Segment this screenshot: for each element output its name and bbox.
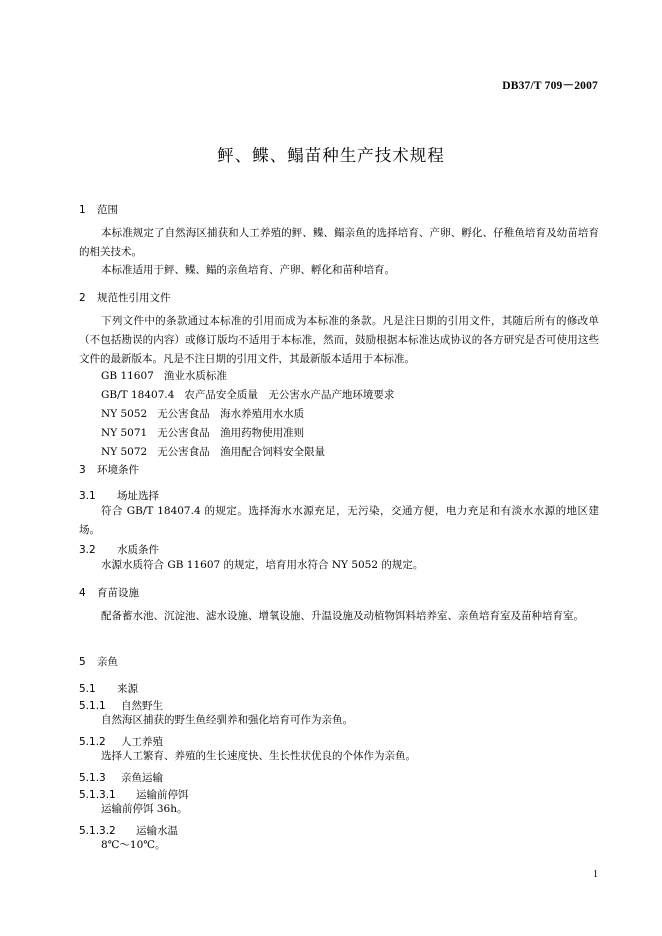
reference-name: 无公害食品 渔用药物使用准则 xyxy=(157,427,305,439)
section-title: 环境条件 xyxy=(97,464,139,476)
section-title: 育苗设施 xyxy=(97,587,139,599)
subsection-title: 运输前停饵 xyxy=(136,789,189,801)
reference-code: NY 5052 xyxy=(101,408,148,420)
section-title: 范围 xyxy=(97,204,118,216)
subsection-number: 5.1.3.1 xyxy=(79,789,116,801)
reference-code: GB/T 18407.4 xyxy=(101,389,175,401)
subsection-title: 自然野生 xyxy=(121,700,163,712)
reference-item xyxy=(79,386,599,405)
reference-code: NY 5071 xyxy=(101,427,148,439)
subsection-title: 人工养殖 xyxy=(121,736,163,748)
reference-list xyxy=(79,367,599,462)
reference-item xyxy=(79,443,599,462)
reference-name: 渔业水质标准 xyxy=(163,370,227,382)
subsection-title: 来源 xyxy=(117,683,138,695)
section-number: 1 xyxy=(79,204,86,216)
subsection-5-1-3-2-text: 8℃～10℃。 xyxy=(101,839,166,851)
reference-name: 无公害食品 渔用配合饲料安全限量 xyxy=(157,446,326,458)
page-number: 1 xyxy=(593,869,598,880)
section-title: 规范性引用文件 xyxy=(97,292,171,304)
reference-code: GB 11607 xyxy=(101,370,154,382)
subsection-number: 5.1.3 xyxy=(79,772,106,784)
subsection-3-1-heading xyxy=(79,488,599,503)
section-4-paragraph: 配备蓄水池、沉淀池、滤水设施、增氧设施、升温设施及动植物饵料培养室、亲鱼培育室及苗种培育室。 xyxy=(101,610,584,622)
document-code: DB37/T 709－2007 xyxy=(502,80,598,92)
section-number: 2 xyxy=(79,292,86,304)
subsection-5-1-3-heading xyxy=(79,770,599,785)
section-number: 4 xyxy=(79,587,86,599)
section-2-heading xyxy=(79,290,599,305)
subsection-title: 水质条件 xyxy=(117,544,159,556)
reference-name: 无公害食品 海水养殖用水水质 xyxy=(157,408,305,420)
subsection-5-1-2-text: 选择人工繁育、养殖的生长速度快、生长性状优良的个体作为亲鱼。 xyxy=(101,750,416,762)
section-1-heading xyxy=(79,202,599,217)
subsection-number: 5.1 xyxy=(79,683,96,695)
section-3-heading xyxy=(79,462,599,477)
subsection-number: 5.1.2 xyxy=(79,736,106,748)
reference-code: NY 5072 xyxy=(101,446,148,458)
reference-item xyxy=(79,424,599,443)
reference-item xyxy=(79,367,599,386)
subsection-number: 3.1 xyxy=(79,490,96,502)
section-title: 亲鱼 xyxy=(97,656,118,668)
subsection-5-1-3-1-text: 运输前停饵 36h。 xyxy=(101,803,188,815)
subsection-5-1-1-text: 自然海区捕获的野生鱼经驯养和强化培育可作为亲鱼。 xyxy=(101,714,353,726)
subsection-5-1-heading xyxy=(79,681,599,696)
subsection-title: 场址选择 xyxy=(117,490,159,502)
subsection-3-1-text: 符合 GB/T 18407.4 的规定。选择海水水源充足，无污染，交通方便，电力充足和有淡水水源的地区建场。 xyxy=(79,505,599,536)
subsection-title: 运输水温 xyxy=(136,825,178,837)
subsection-3-2-heading xyxy=(79,542,599,557)
subsection-number: 3.2 xyxy=(79,544,96,556)
section-number: 3 xyxy=(79,464,86,476)
reference-name: 农产品安全质量 无公害水产品产地环境要求 xyxy=(184,389,395,401)
subsection-title: 亲鱼运输 xyxy=(121,772,163,784)
section-1-paragraph: 本标准适用于鲆、鲽、鳎的亲鱼培育、产卵、孵化和苗种培育。 xyxy=(101,264,395,276)
subsection-number: 5.1.1 xyxy=(79,700,106,712)
section-4-heading xyxy=(79,585,599,600)
reference-item xyxy=(79,405,599,424)
document-title: 鲆、鲽、鳎苗种生产技术规程 xyxy=(217,146,445,165)
subsection-number: 5.1.3.2 xyxy=(79,825,116,837)
subsection-3-2-text: 水源水质符合 GB 11607 的规定，培育用水符合 NY 5052 的规定。 xyxy=(101,559,424,571)
section-number: 5 xyxy=(79,656,86,668)
section-5-heading xyxy=(79,654,599,669)
section-2-paragraph: 下列文件中的条款通过本标准的引用而成为本标准的条款。凡是注日期的引用文件，其随后所有的修改单（不包括勘误的内容）或修订版均不适用于本标准，然而，鼓励根据本标准达成协议的各方研究是否可使用这些文件的最新版本。凡是不注日期的引用文件，其最新版本适用于本标准。 xyxy=(79,315,599,365)
section-1-paragraph: 本标准规定了自然海区捕获和人工养殖的鲆、鲽、鳎亲鱼的选择培育、产卵、孵化、仔稚鱼培育及幼苗培育的相关技术。 xyxy=(79,227,599,258)
